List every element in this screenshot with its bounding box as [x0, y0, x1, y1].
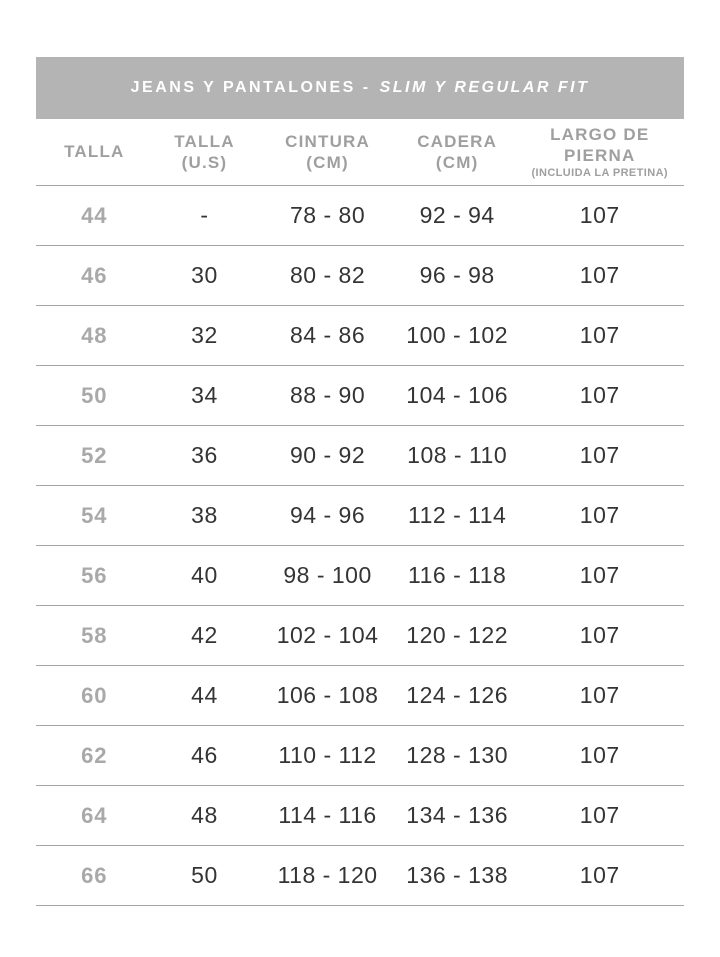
column-header-cadera: [399, 119, 516, 186]
cell-talla-us: 32: [153, 306, 257, 366]
cell-talla: 48: [36, 306, 153, 366]
table-row: [36, 366, 684, 426]
header-line: (U.S): [181, 153, 228, 172]
cell-largo: 107: [515, 366, 684, 426]
cell-cintura: 88 - 90: [256, 366, 399, 426]
cell-cintura: 84 - 86: [256, 306, 399, 366]
table-row: [36, 606, 684, 666]
cell-cadera: 112 - 114: [399, 486, 516, 546]
cell-cintura: 80 - 82: [256, 246, 399, 306]
cell-cadera: 116 - 118: [399, 546, 516, 606]
column-header-talla-us: [153, 119, 257, 186]
cell-talla-us: 30: [153, 246, 257, 306]
cell-talla-us: 36: [153, 426, 257, 486]
cell-largo: 107: [515, 426, 684, 486]
size-chart-content: [36, 57, 684, 906]
cell-largo: 107: [515, 726, 684, 786]
cell-cintura: 94 - 96: [256, 486, 399, 546]
cell-talla-us: 40: [153, 546, 257, 606]
table-body: [36, 186, 684, 906]
table-row: [36, 246, 684, 306]
cell-cadera: 96 - 98: [399, 246, 516, 306]
cell-talla-us: -: [153, 186, 257, 246]
cell-talla: 62: [36, 726, 153, 786]
table-row: [36, 786, 684, 846]
cell-cadera: 128 - 130: [399, 726, 516, 786]
cell-cintura: 90 - 92: [256, 426, 399, 486]
cell-largo: 107: [515, 546, 684, 606]
cell-talla: 46: [36, 246, 153, 306]
header-line: (CM): [435, 153, 479, 172]
cell-talla-us: 50: [153, 846, 257, 906]
cell-largo: 107: [515, 186, 684, 246]
header-line: TALLA: [64, 142, 125, 162]
table-row: [36, 306, 684, 366]
table-row: [36, 846, 684, 906]
cell-talla-us: 38: [153, 486, 257, 546]
cell-talla: 54: [36, 486, 153, 546]
table-row: [36, 486, 684, 546]
header-line: CADERA: [417, 131, 498, 151]
cell-cadera: 134 - 136: [399, 786, 516, 846]
cell-largo: 107: [515, 486, 684, 546]
cell-talla: 56: [36, 546, 153, 606]
cell-talla: 66: [36, 846, 153, 906]
cell-talla-us: 48: [153, 786, 257, 846]
cell-largo: 107: [515, 666, 684, 726]
cell-cadera: 108 - 110: [399, 426, 516, 486]
header-line: PIERNA: [564, 145, 636, 165]
cell-cintura: 114 - 116: [256, 786, 399, 846]
size-table: [36, 119, 684, 906]
cell-cadera: 120 - 122: [399, 606, 516, 666]
table-row: [36, 426, 684, 486]
table-row: [36, 546, 684, 606]
cell-cadera: 92 - 94: [399, 186, 516, 246]
cell-largo: 107: [515, 246, 684, 306]
cell-talla: 52: [36, 426, 153, 486]
header-line: CINTURA: [285, 131, 371, 151]
table-title-bar: [36, 57, 684, 119]
cell-cintura: 78 - 80: [256, 186, 399, 246]
cell-talla-us: 42: [153, 606, 257, 666]
cell-cintura: 102 - 104: [256, 606, 399, 666]
cell-largo: 107: [515, 606, 684, 666]
title-text: JEANS Y PANTALONES -: [130, 79, 371, 96]
cell-talla: 64: [36, 786, 153, 846]
cell-cintura: 118 - 120: [256, 846, 399, 906]
cell-cadera: 136 - 138: [399, 846, 516, 906]
cell-cadera: 124 - 126: [399, 666, 516, 726]
header-line: TALLA: [174, 131, 235, 151]
cell-talla: 50: [36, 366, 153, 426]
cell-largo: 107: [515, 846, 684, 906]
cell-largo: 107: [515, 306, 684, 366]
cell-largo: 107: [515, 786, 684, 846]
header-line: (CM): [306, 153, 349, 172]
column-header-largo: [515, 119, 684, 186]
table-row: [36, 666, 684, 726]
cell-talla-us: 34: [153, 366, 257, 426]
cell-talla-us: 46: [153, 726, 257, 786]
table-header: [36, 119, 684, 186]
header-note: (INCLUIDA LA PRETINA): [531, 167, 668, 180]
cell-talla: 44: [36, 186, 153, 246]
cell-cintura: 106 - 108: [256, 666, 399, 726]
cell-cintura: 110 - 112: [256, 726, 399, 786]
cell-talla: 58: [36, 606, 153, 666]
table-row: [36, 726, 684, 786]
column-header-cintura: [256, 119, 399, 186]
cell-cadera: 104 - 106: [399, 366, 516, 426]
cell-talla: 60: [36, 666, 153, 726]
cell-talla-us: 44: [153, 666, 257, 726]
cell-cadera: 100 - 102: [399, 306, 516, 366]
header-line: LARGO DE: [550, 124, 650, 144]
table-row: [36, 186, 684, 246]
column-header-talla: [36, 119, 153, 186]
cell-cintura: 98 - 100: [256, 546, 399, 606]
title-fit-text: SLIM Y REGULAR FIT: [379, 79, 590, 96]
header-row: [36, 119, 684, 186]
